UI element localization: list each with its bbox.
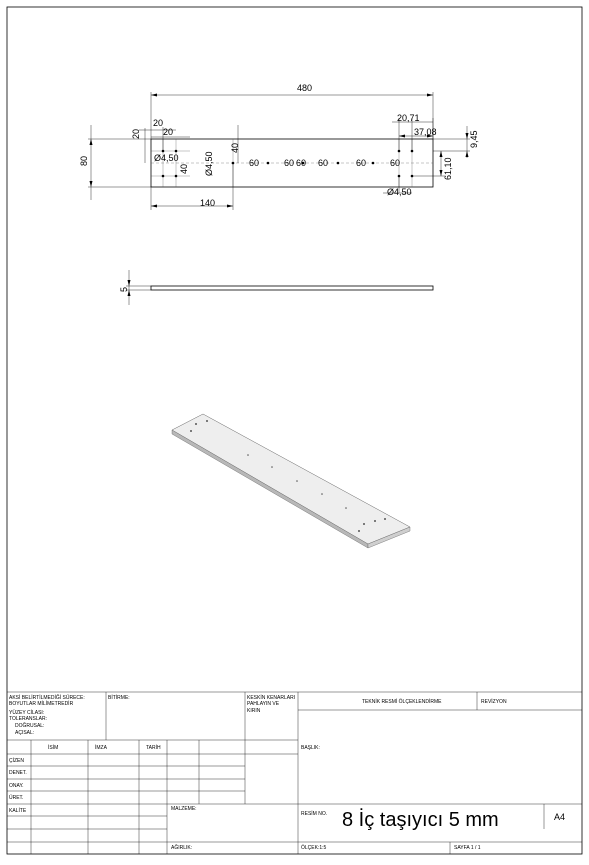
iso-hole <box>206 420 208 422</box>
dim-hole-c: Ø4,50 <box>387 187 412 197</box>
front-view <box>88 92 470 210</box>
note-line: AÇISAL: <box>15 730 35 736</box>
note-line: BOYUTLAR MİLİMETREDİR <box>9 701 74 707</box>
hole <box>162 175 165 178</box>
finish-label: BİTİRME: <box>108 695 130 701</box>
dim-height: 80 <box>79 155 89 166</box>
dim-thickness: 5 <box>119 286 129 292</box>
dim-pitch: 60 <box>318 158 329 168</box>
scale-label: ÖLÇEK:1:5 <box>301 845 327 851</box>
hole <box>337 162 340 165</box>
iso-hole <box>247 454 249 456</box>
standard-label: TEKNİK RESMİ ÖLÇEKLENDİRME <box>362 699 442 705</box>
dim-20-71: 20,71 <box>397 113 420 123</box>
iso-hole <box>384 518 386 520</box>
iso-hole <box>271 466 273 468</box>
iso-hole <box>296 480 298 482</box>
iso-hole <box>345 507 347 509</box>
row-label: ÇİZEN <box>9 758 24 764</box>
drawing-no-label: RESİM NO. <box>301 811 328 817</box>
dim-20-a: 20 <box>153 118 164 128</box>
dim-20-c: 20 <box>131 128 141 139</box>
iso-hole <box>363 523 365 525</box>
note-line: AKSİ BELİRTİLMEDİĞİ SÜRECE: <box>9 695 85 701</box>
dim-37-08: 37,08 <box>414 127 437 137</box>
dim-9-45: 9,45 <box>469 130 479 148</box>
dim-hole-b: Ø4,50 <box>204 151 214 176</box>
row-label: KALİTE <box>9 808 27 814</box>
page-label: SAYFA 1 / 1 <box>454 845 481 851</box>
dim-pitch: 60 <box>296 158 307 168</box>
sheet-size: A4 <box>554 812 566 822</box>
hole <box>175 150 178 153</box>
dim-pitch: 60 <box>390 158 401 168</box>
isometric-view <box>172 414 410 548</box>
hole <box>372 162 375 165</box>
dim-pitch: 60 <box>356 158 367 168</box>
dim-40-a: 40 <box>230 142 240 153</box>
sheet-border <box>7 7 582 854</box>
row-label: ÜRET. <box>9 795 24 801</box>
weight-label: AĞIRLIK: <box>171 845 193 851</box>
dim-pitch: 60 <box>249 158 260 168</box>
note-line: DOĞRUSAL: <box>15 723 45 729</box>
material-label: MALZEME: <box>171 806 197 812</box>
dim-20-b: 20 <box>163 127 174 137</box>
col-sign: İMZA <box>95 745 107 751</box>
iso-hole <box>321 493 323 495</box>
iso-hole <box>190 430 192 432</box>
plate-top-face <box>172 414 410 544</box>
revision-label: REVİZYON <box>481 699 507 705</box>
hole <box>175 175 178 178</box>
row-label: ONAY. <box>9 783 24 789</box>
iso-hole <box>195 423 197 425</box>
edges-note: KIRIN <box>247 708 261 714</box>
drawing-name: 8 İç taşıyıcı 5 mm <box>342 809 499 831</box>
title-label: BAŞLIK: <box>301 745 320 751</box>
plate-thickness-outline <box>151 286 433 290</box>
dim-pitch: 60 <box>284 158 295 168</box>
dim-61-10: 61,10 <box>443 157 453 180</box>
dim-overall-length: 480 <box>297 83 313 93</box>
iso-hole <box>358 530 360 532</box>
note-line: TOLERANSLAR: <box>9 716 47 722</box>
col-date: TARİH <box>146 745 161 751</box>
edges-note: KESKİN KENARLARI <box>247 695 296 701</box>
col-name: İSİM <box>48 745 59 751</box>
dim-hole-a: Ø4,50 <box>154 153 179 163</box>
dim-40-b: 40 <box>179 163 189 174</box>
row-label: DENET. <box>9 770 27 776</box>
iso-hole <box>374 520 376 522</box>
dim-140: 140 <box>200 198 216 208</box>
edges-note: PAHLAYIN VE <box>247 701 280 707</box>
note-line: YÜZEY CİLASI: <box>9 710 45 716</box>
side-view <box>126 270 433 305</box>
hole <box>267 162 270 165</box>
